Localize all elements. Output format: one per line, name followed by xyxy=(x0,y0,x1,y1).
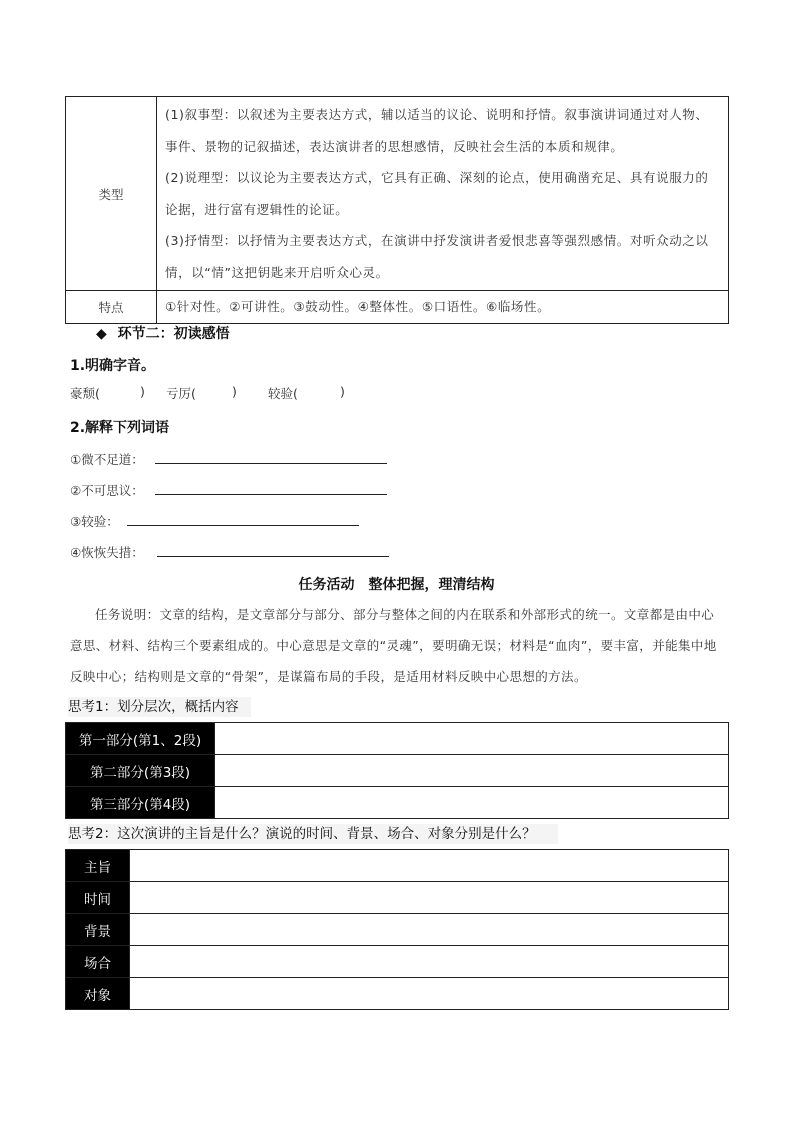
q1-title: 1.明确字音。 xyxy=(70,358,156,374)
think2-answer-cell-4[interactable] xyxy=(130,946,729,978)
type-argumentative: (2)说理型：以议论为主要表达方式，它具有正确、深刻的论点，使用确凿充足、具有说服力的论据，进行富有逻辑性的论证。 xyxy=(165,170,709,217)
think2-answer-cell-1[interactable] xyxy=(130,850,729,882)
think2-row-label-2: 时间 xyxy=(66,882,130,914)
think2-answer-cell-3[interactable] xyxy=(130,914,729,946)
section2-heading xyxy=(96,323,230,343)
table-row xyxy=(66,787,729,819)
q2-answer-line-1[interactable] xyxy=(155,463,387,464)
task-title: 任务活动 整体把握，理清结构 xyxy=(298,577,495,593)
table-row xyxy=(66,850,729,882)
types-row xyxy=(66,97,729,291)
table-row xyxy=(66,882,729,914)
task-description: 任务说明：文章的结构，是文章部分与部分、部分与整体之间的内在联系和外部形式的统一。文章都是由中心意思、材料、结构三个要素组成的。中心意思是文章的“灵魂”，要明确无误；材料是“血肉”，要丰富，并能集中地反映中心；结构则是文章的“骨架”，是谋篇布局的手段，是适用材料反映中心思想的方法。 xyxy=(70,607,717,684)
diamond-bullet-icon: ◆ xyxy=(96,326,107,342)
q2-answer-line-3[interactable] xyxy=(127,525,359,526)
table-row xyxy=(66,946,729,978)
q1-word-1-close: ) xyxy=(140,384,145,399)
think2-row-label-5: 对象 xyxy=(66,978,130,1010)
q2-title: 2.解释下列词语 xyxy=(70,420,170,436)
q2-item-2: ②不可思议： xyxy=(70,483,144,498)
q2-item-4: ④恢恢失措： xyxy=(70,545,144,560)
think1-title: 思考1：划分层次，概括内容 xyxy=(68,697,251,717)
features-row xyxy=(66,291,729,324)
think1-row-label-1: 第一部分(第1、2段) xyxy=(66,723,215,755)
table-row xyxy=(66,978,729,1010)
q1-word-2: 亏厉( xyxy=(166,386,196,401)
q2-item-1: ①微不足道： xyxy=(70,452,144,467)
q1-word-3-close: ) xyxy=(340,384,345,399)
think1-answer-cell-3[interactable] xyxy=(215,787,729,819)
think1-table xyxy=(65,722,729,819)
table-row xyxy=(66,723,729,755)
think2-row-label-1: 主旨 xyxy=(66,850,130,882)
types-label: 类型 xyxy=(66,97,157,291)
features-label: 特点 xyxy=(66,291,157,324)
q1-word-2-close: ) xyxy=(232,384,237,399)
think1-answer-cell-2[interactable] xyxy=(215,755,729,787)
section2-title: 环节二：初读感悟 xyxy=(117,326,230,342)
q1-words xyxy=(70,384,470,404)
think2-answer-cell-2[interactable] xyxy=(130,882,729,914)
q2-item-3: ③较验： xyxy=(70,514,119,529)
q2-answer-line-2[interactable] xyxy=(155,494,387,495)
think2-row-label-3: 背景 xyxy=(66,914,130,946)
q1-word-3: 较验( xyxy=(268,386,298,401)
type-narrative: (1)叙事型：以叙述为主要表达方式，辅以适当的议论、说明和抒情。叙事演讲词通过对人物、事件、景物的记叙描述，表达演讲者的思想感情，反映社会生活的本质和规律。 xyxy=(165,107,709,154)
table-row xyxy=(66,755,729,787)
think2-table xyxy=(65,849,729,1010)
think2-title: 思考2：这次演讲的主旨是什么？演说的时间、背景、场合、对象分别是什么？ xyxy=(68,824,558,844)
think1-answer-cell-1[interactable] xyxy=(215,723,729,755)
think2-answer-cell-5[interactable] xyxy=(130,978,729,1010)
type-lyrical: (3)抒情型：以抒情为主要表达方式，在演讲中抒发演讲者爱恨悲喜等强烈感情。对听众动之以情，以“情”这把钥匙来开启听众心灵。 xyxy=(165,233,709,280)
types-content xyxy=(157,97,729,291)
features-content: ①针对性。②可讲性。③鼓动性。④整体性。⑤口语性。⑥临场性。 xyxy=(157,291,729,324)
table-row xyxy=(66,914,729,946)
speech-types-table xyxy=(65,96,729,324)
think1-row-label-2: 第二部分(第3段) xyxy=(66,755,215,787)
think1-row-label-3: 第三部分(第4段) xyxy=(66,787,215,819)
q1-word-1: 豪颓( xyxy=(70,386,100,401)
think2-row-label-4: 场合 xyxy=(66,946,130,978)
q2-answer-line-4[interactable] xyxy=(157,556,389,557)
